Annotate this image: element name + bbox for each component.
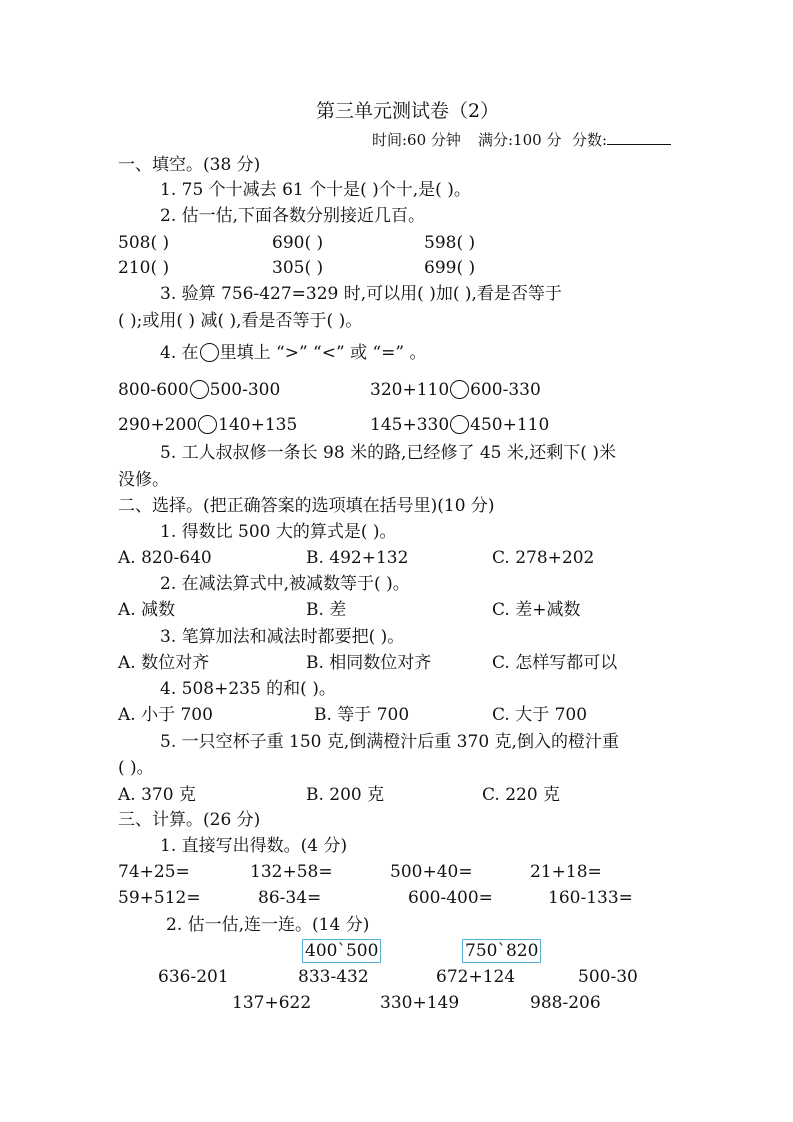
s3-q1-expr: 500+40=	[390, 862, 473, 882]
s2-q1: 1. 得数比 500 大的算式是( )。	[160, 522, 397, 542]
s3-q1-expr: 132+58=	[250, 862, 333, 882]
s2-q4: 4. 508+235 的和( )。	[160, 679, 336, 699]
s3-q1-expr: 59+512=	[118, 888, 201, 908]
s2-q5-option-b: B. 200 克	[306, 785, 385, 805]
s3-q2: 2. 估一估,连一连。(14 分)	[166, 915, 370, 935]
s2-q3: 3. 笔算加法和减法时都要把( )。	[160, 627, 405, 647]
compare-circle-icon	[450, 380, 469, 399]
s1-q2: 2. 估一估,下面各数分别接近几百。	[160, 206, 426, 226]
compare-left: 800-600	[118, 380, 189, 400]
score-field	[572, 130, 671, 150]
compare-left: 290+200	[118, 415, 198, 435]
s3-q2-expr[interactable]: 137+622	[232, 993, 312, 1013]
s3-q1-expr: 160-133=	[548, 888, 633, 908]
section-3-heading: 三、计算。(26 分)	[118, 810, 261, 830]
score-label: 分数:	[572, 131, 608, 149]
s2-q4-option-b: B. 等于 700	[314, 705, 410, 725]
section-1-heading: 一、填空。(38 分)	[118, 155, 261, 175]
s1-q4-compare	[118, 380, 280, 400]
s2-q2-option-a: A. 减数	[118, 600, 176, 620]
compare-right: 600-330	[470, 380, 541, 400]
s2-q2-option-c: C. 差+减数	[492, 600, 581, 620]
s2-q3-option-b: B. 相同数位对齐	[306, 653, 432, 673]
s2-q2-option-b: B. 差	[306, 600, 347, 620]
s2-q3-option-a: A. 数位对齐	[118, 653, 210, 673]
s1-q4	[160, 343, 427, 363]
exam-time: 时间:60 分钟	[372, 131, 461, 149]
s2-q1-option-a: A. 820-640	[118, 548, 212, 568]
s3-q2-expr[interactable]: 833-432	[298, 967, 369, 987]
s1-q5-line1: 5. 工人叔叔修一条长 98 米的路,已经修了 45 米,还剩下( )米	[160, 443, 616, 463]
s3-q2-expr[interactable]: 330+149	[380, 993, 460, 1013]
compare-left: 320+110	[370, 380, 450, 400]
s2-q5-option-c: C. 220 克	[482, 785, 561, 805]
estimate-range-box[interactable]: 750ˋ820	[462, 939, 541, 963]
s2-q3-option-c: C. 怎样写都可以	[492, 653, 618, 673]
compare-circle-icon	[450, 415, 469, 434]
estimate-range-box[interactable]: 400ˋ500	[302, 939, 381, 963]
s2-q4-option-a: A. 小于 700	[118, 705, 213, 725]
s3-q2-expr[interactable]: 500-30	[578, 967, 638, 987]
compare-circle-icon	[190, 380, 209, 399]
s1-q2-item: 210( )	[118, 258, 170, 278]
compare-right: 140+135	[218, 415, 298, 435]
s1-q4-compare	[370, 415, 549, 435]
s1-q3-line1: 3. 验算 756-427=329 时,可以用( )加( ),看是否等于	[160, 284, 562, 304]
compare-right: 500-300	[209, 380, 281, 400]
s1-q4-rest: 里填上 “>” “<” 或 “=” 。	[219, 343, 427, 363]
s1-q5-line2: 没修。	[118, 470, 169, 490]
s3-q1-expr: 86-34=	[258, 888, 322, 908]
s1-q3-line2: ( );或用( ) 减( ),看是否等于( )。	[118, 311, 363, 331]
compare-circle-icon	[198, 415, 217, 434]
s3-q1-expr: 600-400=	[408, 888, 493, 908]
s3-q2-expr[interactable]: 636-201	[158, 967, 229, 987]
s3-q2-expr[interactable]: 672+124	[436, 967, 516, 987]
s2-q1-option-c: C. 278+202	[492, 548, 595, 568]
s3-q2-expr[interactable]: 988-206	[530, 993, 601, 1013]
score-blank-line	[607, 130, 671, 145]
page-title: 第三单元测试卷（2）	[316, 100, 500, 122]
s1-q4-compare	[118, 415, 297, 435]
compare-circle-icon	[200, 343, 219, 362]
s3-q1-expr: 74+25=	[118, 862, 190, 882]
s3-q1: 1. 直接写出得数。(4 分)	[160, 836, 348, 856]
s2-q4-option-c: C. 大于 700	[492, 705, 588, 725]
full-score: 满分:100 分	[478, 131, 562, 149]
s2-q5-option-a: A. 370 克	[118, 785, 196, 805]
s2-q5-line1: 5. 一只空杯子重 150 克,倒满橙汁后重 370 克,倒入的橙汁重	[160, 732, 619, 752]
s1-q2-item: 508( )	[118, 233, 170, 253]
s1-q2-item: 690( )	[272, 233, 324, 253]
s1-q4-lead: 4. 在	[160, 343, 199, 363]
s1-q2-item: 305( )	[272, 258, 324, 278]
s1-q2-item: 598( )	[424, 233, 476, 253]
compare-left: 145+330	[370, 415, 450, 435]
s3-q1-expr: 21+18=	[530, 862, 602, 882]
s1-q4-compare	[370, 380, 541, 400]
compare-right: 450+110	[470, 415, 550, 435]
s2-q1-option-b: B. 492+132	[306, 548, 409, 568]
s2-q2: 2. 在减法算式中,被减数等于( )。	[160, 574, 410, 594]
s1-q2-item: 699( )	[424, 258, 476, 278]
section-2-heading: 二、选择。(把正确答案的选项填在括号里)(10 分)	[118, 496, 495, 516]
s2-q5-line2: ( )。	[118, 758, 154, 778]
s1-q1: 1. 75 个十减去 61 个十是( )个十,是( )。	[160, 180, 471, 200]
